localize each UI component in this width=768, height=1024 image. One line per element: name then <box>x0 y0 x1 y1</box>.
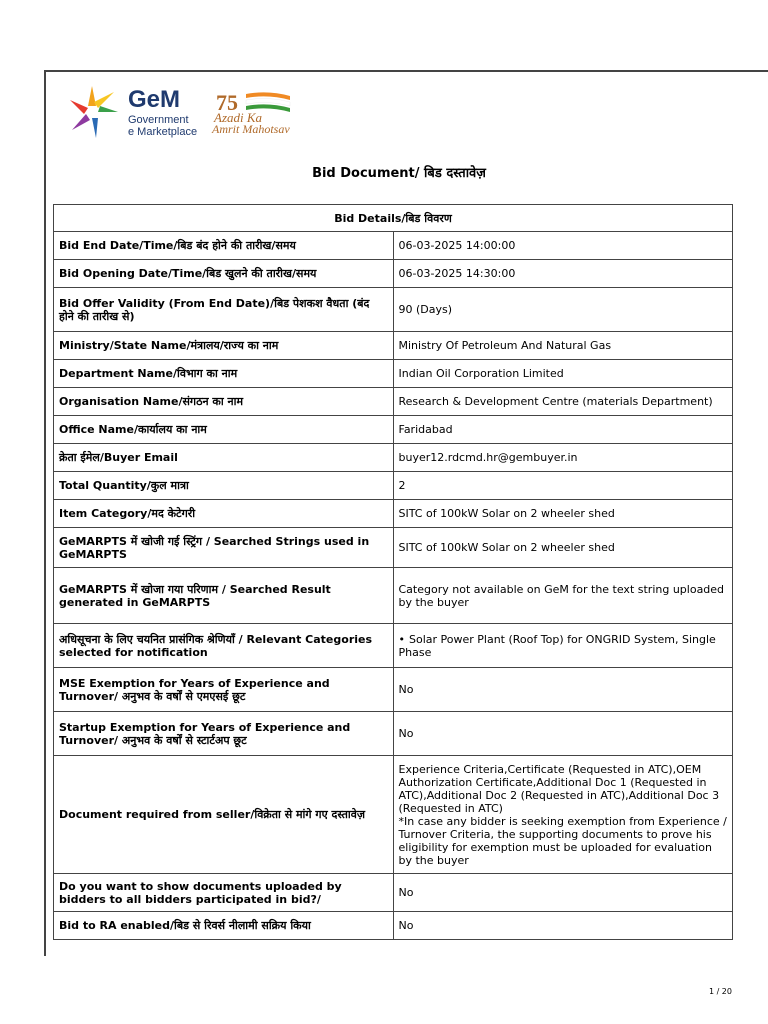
row-value <box>393 444 733 472</box>
table-row <box>54 472 733 500</box>
row-value <box>393 500 733 528</box>
row-value-text: Research & Development Centre (materials Department) <box>398 395 713 408</box>
row-value <box>393 712 733 756</box>
document-title <box>0 163 768 181</box>
row-value <box>393 874 733 912</box>
row-label: Do you want to show documents uploaded by bidders to all bidders participated in bid?/ <box>54 874 394 912</box>
row-label: Organisation Name/संगठन का नाम <box>54 388 394 416</box>
row-value <box>393 568 733 624</box>
row-value <box>393 416 733 444</box>
row-value <box>393 624 733 668</box>
row-value-text: 2 <box>398 479 406 492</box>
table-body <box>54 232 733 940</box>
row-value-note: *In case any bidder is seeking exemption from Experience / Turnover Criteria, the supporting documents to prove his eligibility for exemption must be uploaded for evaluation by the buyer <box>398 814 727 867</box>
row-value-text: No <box>398 683 414 696</box>
row-value-text: 06-03-2025 14:00:00 <box>398 239 516 252</box>
row-value <box>393 756 733 874</box>
row-label: Item Category/मद केटेगरी <box>54 500 394 528</box>
row-value-text: No <box>398 919 414 932</box>
page-number: 1 / 20 <box>708 987 732 996</box>
gem-brand: GeM <box>128 86 181 113</box>
row-label: Total Quantity/कुल मात्रा <box>54 472 394 500</box>
table-heading: Bid Details/बिड विवरण <box>54 205 733 232</box>
row-value <box>393 332 733 360</box>
row-value <box>393 360 733 388</box>
table-row <box>54 416 733 444</box>
table-row <box>54 444 733 472</box>
table-row <box>54 288 733 332</box>
row-value-text: No <box>398 886 414 899</box>
bullet-icon: • <box>398 632 405 646</box>
row-value-text: Indian Oil Corporation Limited <box>398 367 564 380</box>
table-row <box>54 668 733 712</box>
table-row <box>54 528 733 568</box>
table-row <box>54 874 733 912</box>
row-label: अधिसूचना के लिए चयनित प्रासंगिक श्रेणियाँ / Relevant Categories selected for notification <box>54 624 394 668</box>
azadi-75: 75 <box>216 90 238 115</box>
gem-sub2: e Marketplace <box>128 126 198 138</box>
azadi-line2: Amrit Mahotsav <box>212 122 290 136</box>
table-row <box>54 388 733 416</box>
row-label: GeMARPTS में खोजी गई स्ट्रिंग / Searched Strings used in GeMARPTS <box>54 528 394 568</box>
row-value <box>393 232 733 260</box>
row-value-text: No <box>398 727 414 740</box>
row-value <box>393 912 733 940</box>
gem-subtitle <box>128 114 197 138</box>
row-value-text: SITC of 100kW Solar on 2 wheeler shed <box>398 541 615 554</box>
row-label: Bid to RA enabled/बिड से रिवर्स नीलामी सक्रिय किया <box>54 912 394 940</box>
row-value-text: Solar Power Plant (Roof Top) for ONGRID System, Single Phase <box>398 632 716 659</box>
row-label: Office Name/कार्यालय का नाम <box>54 416 394 444</box>
table-row <box>54 712 733 756</box>
row-value <box>393 528 733 568</box>
row-value-text: 90 (Days) <box>398 303 453 316</box>
row-label: Bid Opening Date/Time/बिड खुलने की तारीख/समय <box>54 260 394 288</box>
row-label: Bid End Date/Time/बिड बंद होने की तारीख/समय <box>54 232 394 260</box>
table-row <box>54 500 733 528</box>
document-title-text: Bid Document/ बिड दस्तावेज़ <box>312 166 486 181</box>
row-label: MSE Exemption for Years of Experience and Turnover/ अनुभव के वर्षों से एमएसई छूट <box>54 668 394 712</box>
table-row <box>54 332 733 360</box>
row-value <box>393 388 733 416</box>
row-label: Department Name/विभाग का नाम <box>54 360 394 388</box>
row-label: Document required from seller/विक्रेता से मांगे गए दस्तावेज़ <box>54 756 394 874</box>
row-value <box>393 668 733 712</box>
row-label: GeMARPTS में खोजा गया परिणाम / Searched Result generated in GeMARPTS <box>54 568 394 624</box>
row-value-text: Ministry Of Petroleum And Natural Gas <box>398 339 612 352</box>
table-row <box>54 232 733 260</box>
row-label: क्रेता ईमेल/Buyer Email <box>54 444 394 472</box>
table-row <box>54 756 733 874</box>
table-row <box>54 360 733 388</box>
row-label: Ministry/State Name/मंत्रालय/राज्य का नाम <box>54 332 394 360</box>
row-label: Bid Offer Validity (From End Date)/बिड पेशकश वैधता (बंद होने की तारीख से) <box>54 288 394 332</box>
table-row <box>54 912 733 940</box>
row-label: Startup Exemption for Years of Experience and Turnover/ अनुभव के वर्षों से स्टार्टअप छूट <box>54 712 394 756</box>
row-value <box>393 472 733 500</box>
row-value-text: SITC of 100kW Solar on 2 wheeler shed <box>398 507 615 520</box>
azadi-line1: Azadi Ka <box>214 110 263 125</box>
row-value-text: buyer12.rdcmd.hr@gembuyer.in <box>398 451 578 464</box>
table-row <box>54 260 733 288</box>
table-row <box>54 568 733 624</box>
table-row <box>54 624 733 668</box>
row-value-text: 06-03-2025 14:30:00 <box>398 267 516 280</box>
row-value-text: Faridabad <box>398 423 453 436</box>
gem-sub1: Government <box>128 114 189 126</box>
row-value <box>393 260 733 288</box>
row-value-text: Experience Criteria,Certificate (Requested in ATC),OEM Authorization Certificate,Additional Doc 1 (Requested in ATC),Additional Doc 2 (Requested in ATC),Additional Doc 3 (Requested in ATC) <box>398 762 720 815</box>
table-heading-row <box>54 205 733 232</box>
row-value <box>393 288 733 332</box>
row-value-text: Category not available on GeM for the text string uploaded by the buyer <box>398 582 725 609</box>
bid-details-table <box>53 204 733 940</box>
